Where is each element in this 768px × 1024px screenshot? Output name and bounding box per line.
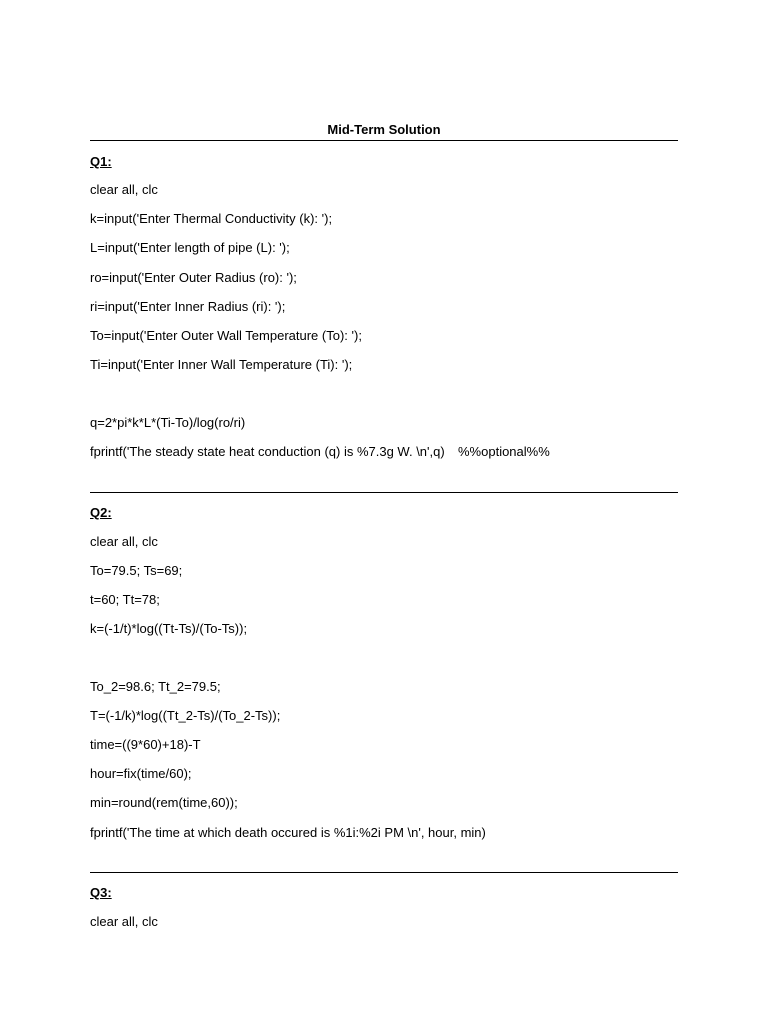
q2-code-line: time=((9*60)+18)-T (90, 737, 201, 752)
q1-heading: Q1: (90, 154, 112, 169)
q1-code-line: To=input('Enter Outer Wall Temperature (To): '); (90, 328, 362, 343)
q1-code-line: Ti=input('Enter Inner Wall Temperature (Ti): '); (90, 357, 353, 372)
q1-optional-comment: %%optional%% (458, 444, 550, 459)
q2-code-line: To=79.5; Ts=69; (90, 563, 183, 578)
title-divider (90, 140, 678, 141)
q2-code-line: clear all, clc (90, 534, 158, 549)
page-title: Mid-Term Solution (327, 122, 441, 137)
q1-code-line: q=2*pi*k*L*(Ti-To)/log(ro/ri) (90, 415, 246, 430)
q1-code-line: fprintf('The steady state heat conduction (q) is %7.3g W. \n',q) (90, 444, 445, 459)
q1-code-line: clear all, clc (90, 182, 158, 197)
q3-code-line: clear all, clc (90, 914, 158, 929)
q2-heading: Q2: (90, 505, 112, 520)
q2-code-line: t=60; Tt=78; (90, 592, 160, 607)
q2-code-line: hour=fix(time/60); (90, 766, 192, 781)
section-divider (90, 492, 678, 493)
q3-heading: Q3: (90, 885, 112, 900)
q2-code-line: fprintf('The time at which death occured is %1i:%2i PM \n', hour, min) (90, 825, 486, 840)
q2-code-line: k=(-1/t)*log((Tt-Ts)/(To-Ts)); (90, 621, 248, 636)
q1-code-line: ri=input('Enter Inner Radius (ri): '); (90, 299, 286, 314)
q1-code-line: k=input('Enter Thermal Conductivity (k): '); (90, 211, 333, 226)
q2-code-line: To_2=98.6; Tt_2=79.5; (90, 679, 221, 694)
q2-code-line: T=(-1/k)*log((Tt_2-Ts)/(To_2-Ts)); (90, 708, 281, 723)
q1-code-line: ro=input('Enter Outer Radius (ro): '); (90, 270, 297, 285)
q1-code-line: L=input('Enter length of pipe (L): '); (90, 240, 290, 255)
section-divider (90, 872, 678, 873)
q2-code-line: min=round(rem(time,60)); (90, 795, 238, 810)
